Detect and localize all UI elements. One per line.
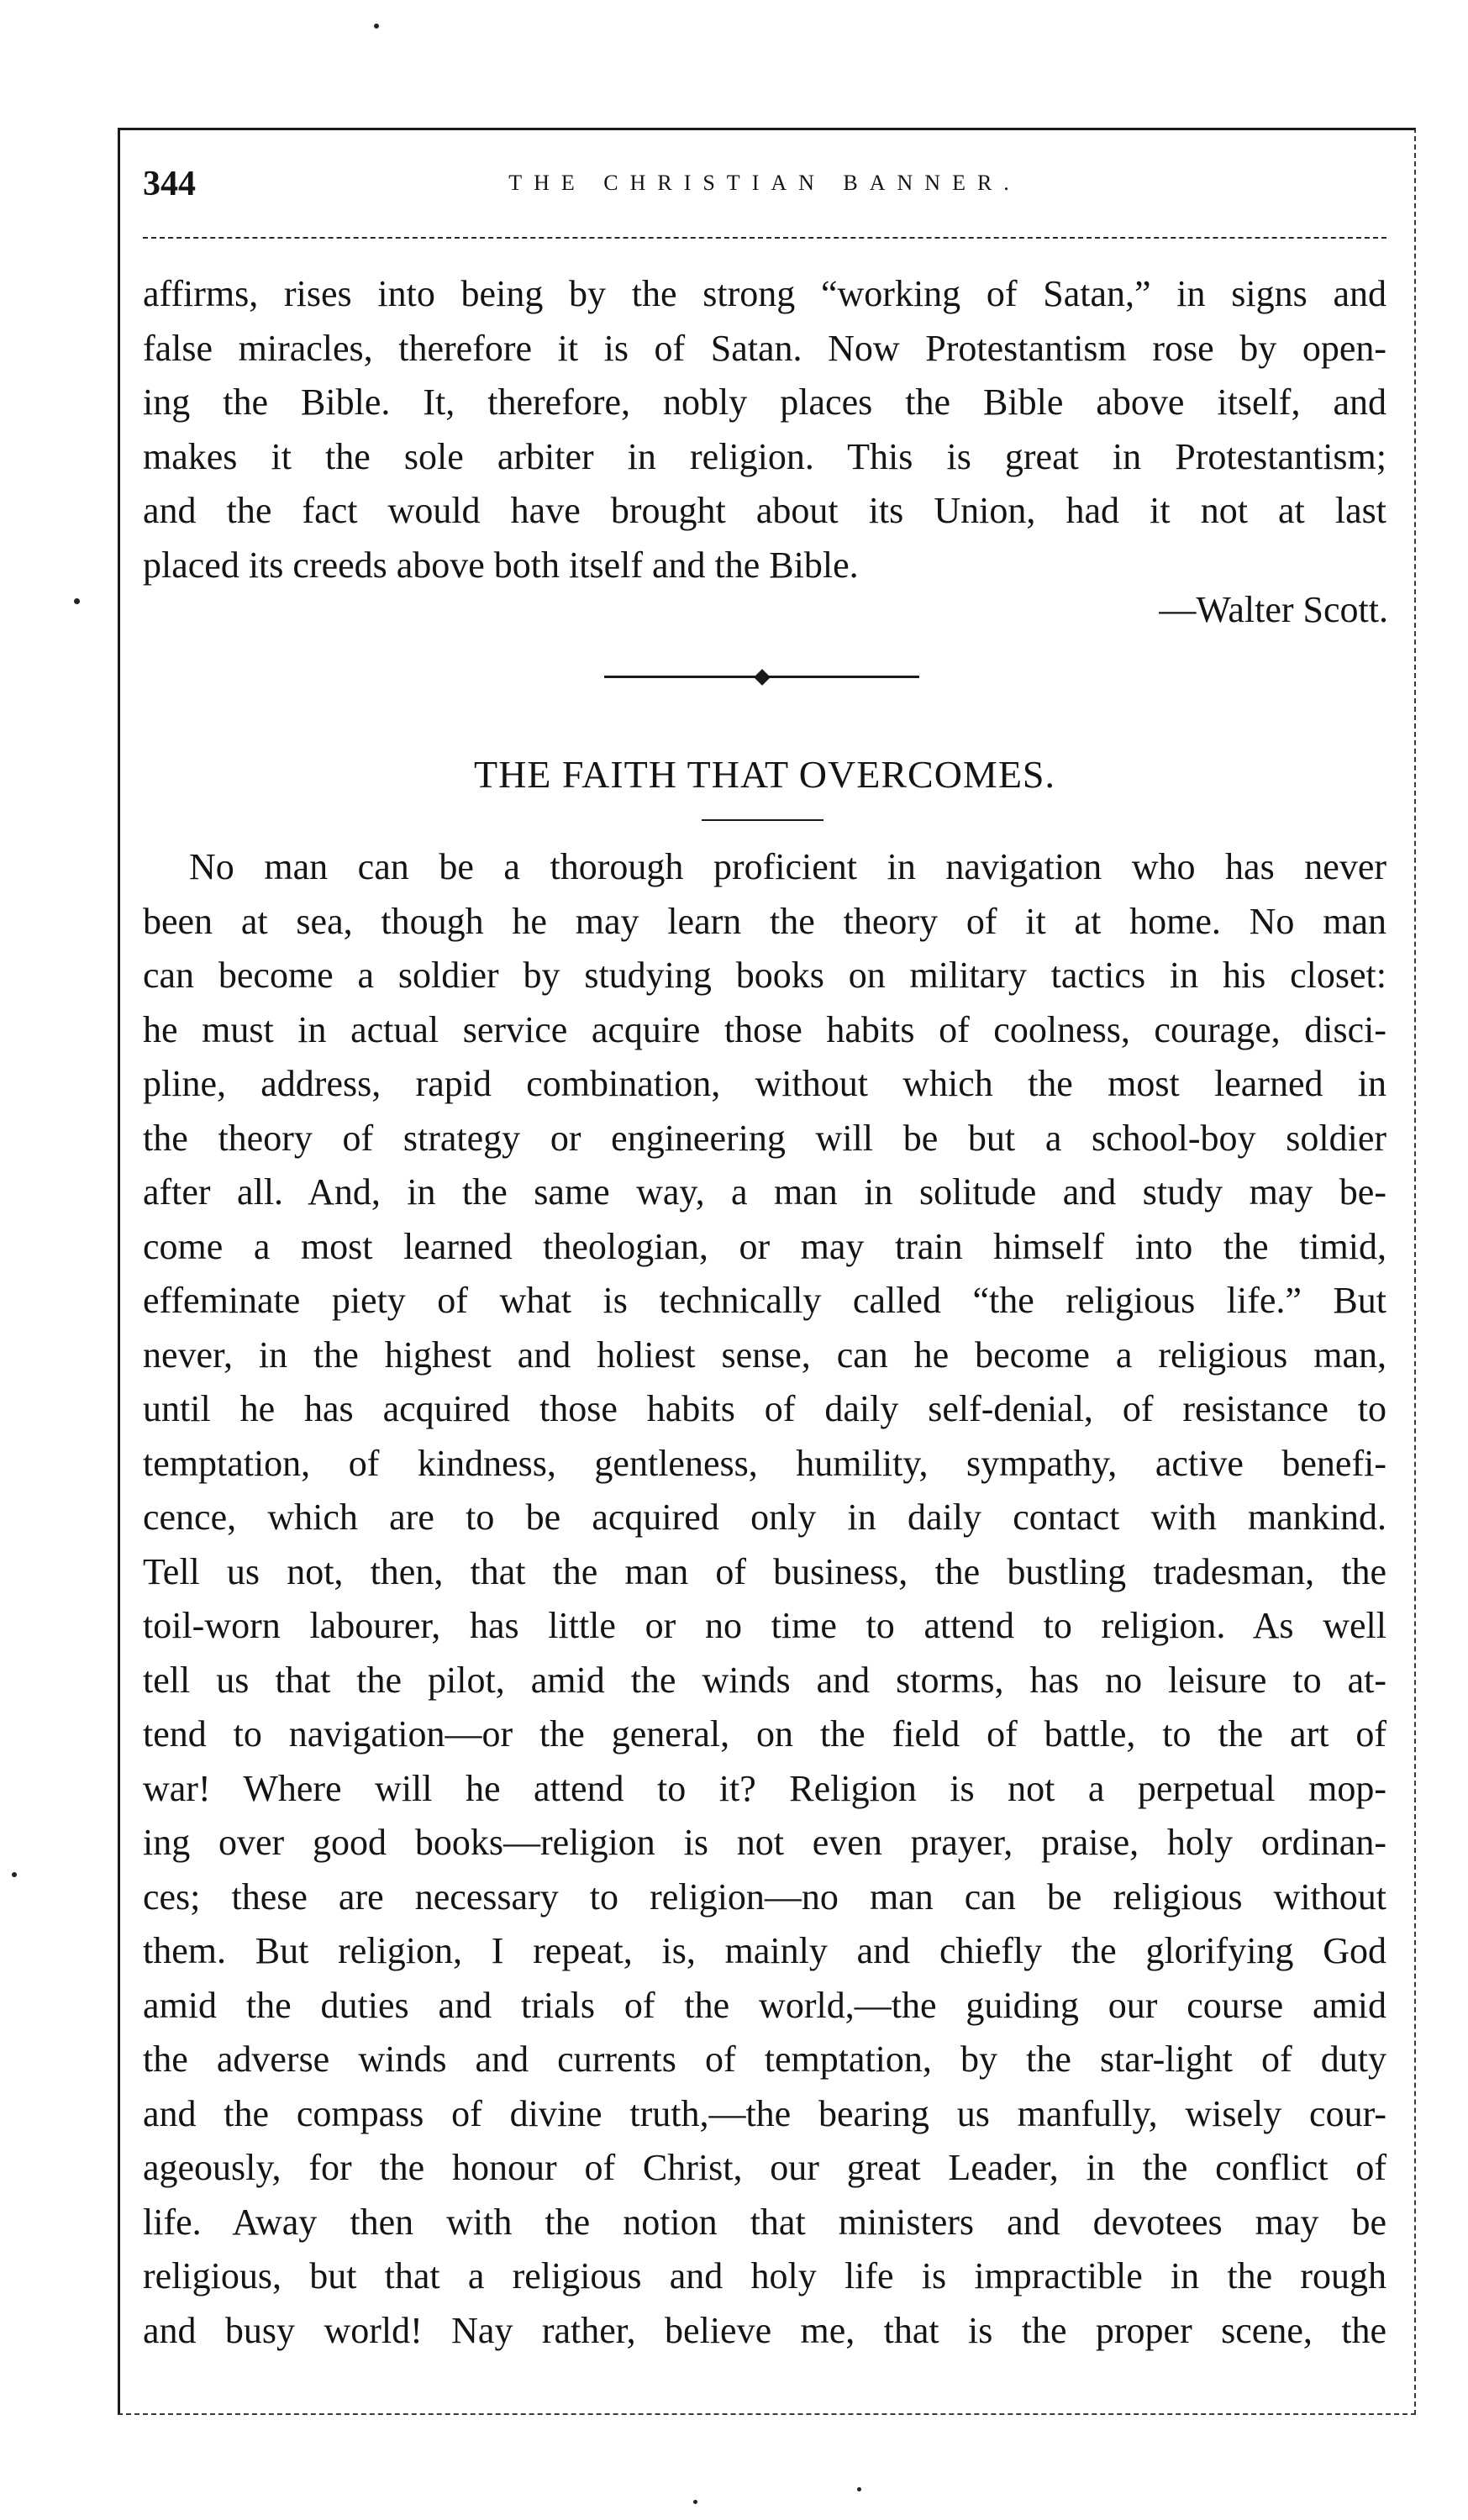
- text-line: been at sea, though he may learn the theory of it at home. No man: [143, 900, 1386, 942]
- article-title: THE FAITH THAT OVERCOMES.: [473, 753, 1056, 796]
- text-line: and the compass of divine truth,—the bearing us manfully, wisely cour-: [143, 2092, 1386, 2134]
- text-line: amid the duties and trials of the world,—the guiding our course amid: [143, 1984, 1386, 2026]
- title-underline: [702, 819, 823, 821]
- text-line: the adverse winds and currents of temptation, by the star-light of duty: [143, 2039, 1386, 2080]
- text-line: come a most learned theologian, or may train himself into the timid,: [143, 1225, 1386, 1267]
- page-number: 344: [143, 165, 196, 203]
- text-line: ageously, for the honour of Christ, our great Leader, in the conflict of: [143, 2147, 1386, 2188]
- text-line: tell us that the pilot, amid the winds and storms, has no leisure to at-: [143, 1659, 1386, 1701]
- text-line: affirms, rises into being by the strong “working of Satan,” in signs and: [143, 273, 1386, 314]
- scan-speck: [693, 2500, 697, 2504]
- scan-speck: [12, 1872, 17, 1877]
- scan-speck: [857, 2487, 861, 2491]
- text-line: Tell us not, then, that the man of business, the bustling tradesman, the: [143, 1550, 1386, 1592]
- text-line: ing over good books—religion is not even prayer, praise, holy ordinan-: [143, 1822, 1386, 1863]
- text-line: never, in the highest and holiest sense, can he become a religious man,: [143, 1334, 1386, 1376]
- header-rule: [143, 237, 1386, 239]
- text-line: makes it the sole arbiter in religion. This is great in Protestantism;: [143, 435, 1386, 477]
- text-line: and the fact would have brought about its Union, had it not at last: [143, 490, 1386, 531]
- text-line: he must in actual service acquire those habits of coolness, courage, disci-: [143, 1008, 1386, 1050]
- section-divider: [604, 671, 919, 681]
- scan-speck: [74, 598, 80, 604]
- text-line: ing the Bible. It, therefore, nobly places the Bible above itself, and: [143, 381, 1386, 423]
- running-title: THE CHRISTIAN BANNER.: [508, 171, 1021, 195]
- scan-speck: [374, 24, 379, 29]
- text-line: pline, address, rapid combination, without which the most learned in: [143, 1063, 1386, 1104]
- text-line: the theory of strategy or engineering will be but a school-boy soldier: [143, 1117, 1386, 1159]
- author-signature: —Walter Scott.: [1159, 589, 1388, 630]
- text-line: religious, but that a religious and holy life is impractible in the rough: [143, 2255, 1386, 2296]
- text-line: and busy world! Nay rather, believe me, that is the proper scene, the: [143, 2309, 1386, 2351]
- text-line: temptation, of kindness, gentleness, humility, sympathy, active benefi-: [143, 1442, 1386, 1484]
- article-body: [143, 840, 1386, 2358]
- text-line: toil-worn labourer, has little or no time to attend to religion. As well: [143, 1605, 1386, 1646]
- text-line: after all. And, in the same way, a man in solitude and study may be-: [143, 1171, 1386, 1213]
- text-line: placed its creeds above both itself and the Bible.: [143, 544, 859, 586]
- text-line: life. Away then with the notion that ministers and devotees may be: [143, 2201, 1386, 2243]
- text-line: ces; these are necessary to religion—no man can be religious without: [143, 1876, 1386, 1918]
- text-line: No man can be a thorough proficient in navigation who has never: [189, 846, 1386, 887]
- text-line: can become a soldier by studying books on military tactics in his closet:: [143, 955, 1386, 996]
- text-line: war! Where will he attend to it? Religion is not a perpetual mop-: [143, 1767, 1386, 1809]
- text-line: them. But religion, I repeat, is, mainly and chiefly the glorifying God: [143, 1930, 1386, 1971]
- text-line: until he has acquired those habits of daily self-denial, of resistance to: [143, 1388, 1386, 1429]
- text-line: false miracles, therefore it is of Satan. Now Protestantism rose by open-: [143, 327, 1386, 369]
- text-line: effeminate piety of what is technically called “the religious life.” But: [143, 1280, 1386, 1321]
- continued-text: [143, 267, 1386, 592]
- text-line: cence, which are to be acquired only in daily contact with mankind.: [143, 1497, 1386, 1538]
- text-line: tend to navigation—or the general, on the field of battle, to the art of: [143, 1713, 1386, 1755]
- page-header: [143, 164, 1386, 214]
